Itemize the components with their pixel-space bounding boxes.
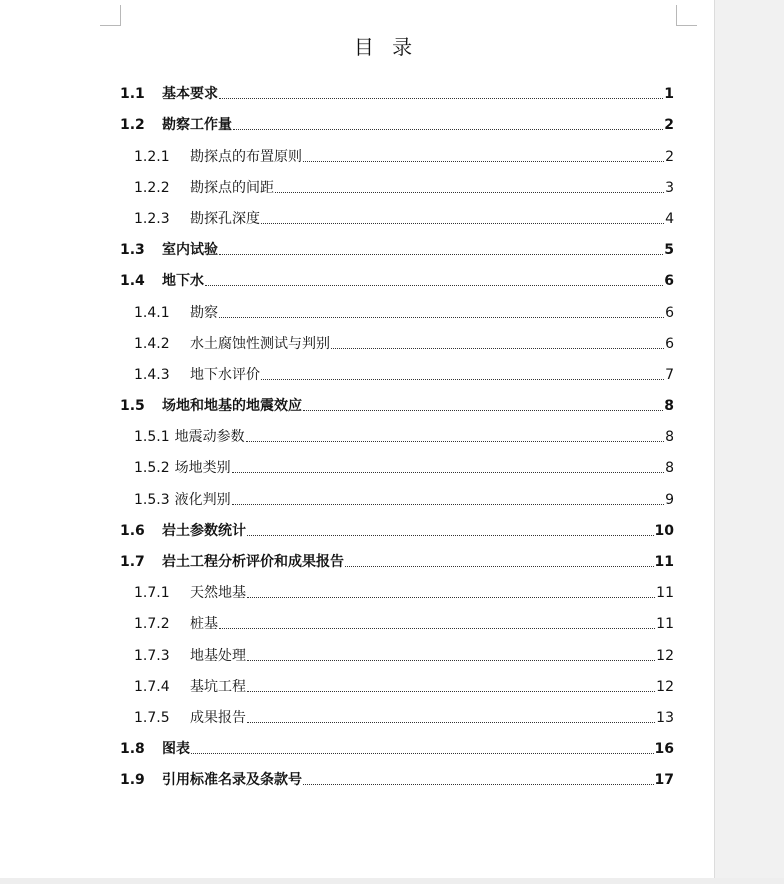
toc-entry-page: 4 — [665, 210, 674, 227]
toc-entry-text: 天然地基 — [190, 585, 246, 602]
dot-leader — [331, 347, 664, 349]
toc-entry-text: 成果报告 — [190, 709, 246, 726]
toc-entry[interactable] — [120, 103, 674, 134]
toc-entry-number: 1.7 — [120, 554, 145, 570]
toc-entry-page: 3 — [665, 179, 674, 196]
toc-entry[interactable] — [120, 477, 674, 508]
toc-entry-text: 图表 — [162, 741, 190, 758]
toc-entry-text: 地下水 — [162, 273, 204, 290]
toc-entry-text: 引用标准名录及条款号 — [162, 772, 302, 789]
toc-entry-page: 12 — [656, 678, 674, 695]
toc-entry[interactable] — [120, 134, 674, 165]
dot-leader — [275, 191, 664, 193]
toc-entry-number: 1.3 — [120, 242, 145, 259]
toc-entry-page: 16 — [654, 741, 674, 758]
toc-entry-page: 5 — [664, 242, 674, 259]
dot-leader — [219, 316, 664, 318]
toc-entry-text: 勘探点的间距 — [190, 179, 274, 196]
toc-entry-page: 6 — [664, 273, 674, 290]
toc-entry-page: 10 — [654, 522, 674, 539]
toc-entry-number: 1.8 — [120, 741, 145, 758]
toc-entry-text: 勘察工作量 — [162, 117, 232, 134]
toc-entry-number: 1.4.1 — [134, 304, 170, 321]
toc-entry[interactable] — [120, 571, 674, 602]
toc-entry-number: 1.7.4 — [134, 678, 170, 695]
toc-entry-page: 1 — [664, 86, 674, 103]
dot-leader — [303, 409, 663, 411]
dot-leader — [303, 783, 654, 785]
dot-leader — [246, 440, 664, 442]
dot-leader — [232, 503, 664, 505]
toc-entry-page: 2 — [665, 148, 674, 165]
toc-entry-number: 1.9 — [120, 772, 145, 789]
toc-title: 目 录 — [353, 35, 419, 59]
toc-entry[interactable] — [120, 290, 674, 321]
toc-entry-page: 6 — [665, 304, 674, 321]
toc-entry-text: 勘探点的布置原则 — [190, 148, 302, 165]
dot-leader — [233, 128, 663, 130]
toc-entry[interactable] — [120, 322, 674, 353]
toc-entry-page: 11 — [656, 585, 674, 602]
dot-leader — [345, 565, 654, 567]
dot-leader — [219, 253, 663, 255]
toc-entry-page: 11 — [654, 554, 674, 570]
toc-entry[interactable] — [120, 384, 674, 415]
margin-mark-top-left — [100, 5, 121, 26]
dot-leader — [247, 534, 654, 536]
toc-entry-text: 场地类别 — [174, 460, 231, 477]
toc-entry[interactable] — [120, 353, 674, 384]
toc-entry-page: 2 — [664, 117, 674, 134]
toc-entry-text: 基坑工程 — [190, 678, 246, 695]
toc-entry[interactable] — [120, 259, 674, 290]
toc-entry[interactable] — [120, 727, 674, 758]
toc-entry[interactable] — [120, 758, 674, 789]
toc-entry-text: 岩土参数统计 — [162, 522, 246, 539]
side-pane — [714, 0, 784, 884]
toc-entry[interactable] — [120, 197, 674, 228]
toc-entry-text: 岩土工程分析评价和成果报告 — [162, 554, 344, 570]
toc-entry-text: 地基处理 — [190, 647, 246, 664]
toc-entry-number: 1.7.2 — [134, 616, 170, 633]
toc-entry-page: 8 — [664, 398, 674, 415]
toc-entry-number: 1.4.3 — [134, 366, 170, 383]
dot-leader — [261, 222, 664, 224]
toc-entry[interactable] — [120, 602, 674, 633]
margin-mark-top-right — [676, 5, 697, 26]
dot-leader — [219, 627, 655, 629]
dot-leader — [261, 378, 664, 380]
toc-entry-number: 1.2 — [120, 117, 145, 134]
dot-leader — [247, 690, 655, 692]
toc-entry-text: 室内试验 — [162, 242, 218, 259]
toc-entry-number: 1.2.1 — [134, 148, 170, 165]
toc-entry-text: 液化判别 — [174, 491, 231, 508]
toc-entry-page: 12 — [656, 647, 674, 664]
toc-entry[interactable] — [120, 166, 674, 197]
toc-entry-page: 11 — [656, 616, 674, 633]
toc-entry-text: 基本要求 — [162, 86, 218, 103]
toc-entry-text: 地下水评价 — [190, 366, 260, 383]
toc-entry-page: 8 — [665, 460, 674, 477]
toc-entry[interactable] — [120, 633, 674, 664]
toc-entry-page: 6 — [665, 335, 674, 352]
toc-entry-page: 8 — [665, 429, 674, 446]
toc-list — [120, 72, 674, 789]
toc-entry-number: 1.5.3 — [134, 491, 170, 508]
dot-leader — [247, 596, 655, 598]
toc-entry-number: 1.6 — [120, 522, 145, 539]
toc-entry-number: 1.5.1 — [134, 429, 170, 446]
toc-entry[interactable] — [120, 72, 674, 103]
toc-entry-number: 1.1 — [120, 86, 145, 103]
toc-entry-number: 1.2.2 — [134, 179, 170, 196]
toc-entry-text: 桩基 — [190, 616, 218, 633]
toc-entry[interactable] — [120, 665, 674, 696]
toc-entry-number: 1.7.3 — [134, 647, 170, 664]
toc-entry[interactable] — [120, 446, 674, 477]
dot-leader — [247, 659, 655, 661]
toc-entry-text: 勘察 — [190, 304, 218, 321]
toc-entry-text: 水土腐蚀性测试与判别 — [190, 335, 330, 352]
toc-entry-page: 13 — [656, 709, 674, 726]
toc-entry-page: 7 — [665, 366, 674, 383]
dot-leader — [303, 160, 664, 162]
toc-entry-page: 9 — [665, 491, 674, 508]
dot-leader — [219, 97, 663, 99]
toc-entry[interactable] — [120, 540, 674, 571]
toc-entry-text: 场地和地基的地震效应 — [162, 398, 302, 415]
dot-leader — [205, 284, 663, 286]
bottom-bar — [0, 878, 784, 884]
toc-entry-text: 勘探孔深度 — [190, 210, 260, 227]
toc-entry-number: 1.5 — [120, 398, 145, 415]
dot-leader — [191, 752, 654, 754]
toc-entry[interactable] — [120, 509, 674, 540]
toc-entry-number: 1.4 — [120, 273, 145, 290]
toc-entry-number: 1.2.3 — [134, 210, 170, 227]
toc-entry-text: 地震动参数 — [174, 429, 245, 446]
toc-entry-number: 1.4.2 — [134, 335, 170, 352]
toc-entry[interactable] — [120, 415, 674, 446]
toc-entry-number: 1.7.5 — [134, 709, 170, 726]
toc-entry-number: 1.5.2 — [134, 460, 170, 477]
toc-entry-number: 1.7.1 — [134, 585, 170, 602]
toc-entry[interactable] — [120, 696, 674, 727]
toc-entry-page: 17 — [654, 772, 674, 789]
dot-leader — [232, 471, 664, 473]
dot-leader — [247, 721, 655, 723]
toc-entry[interactable] — [120, 228, 674, 259]
